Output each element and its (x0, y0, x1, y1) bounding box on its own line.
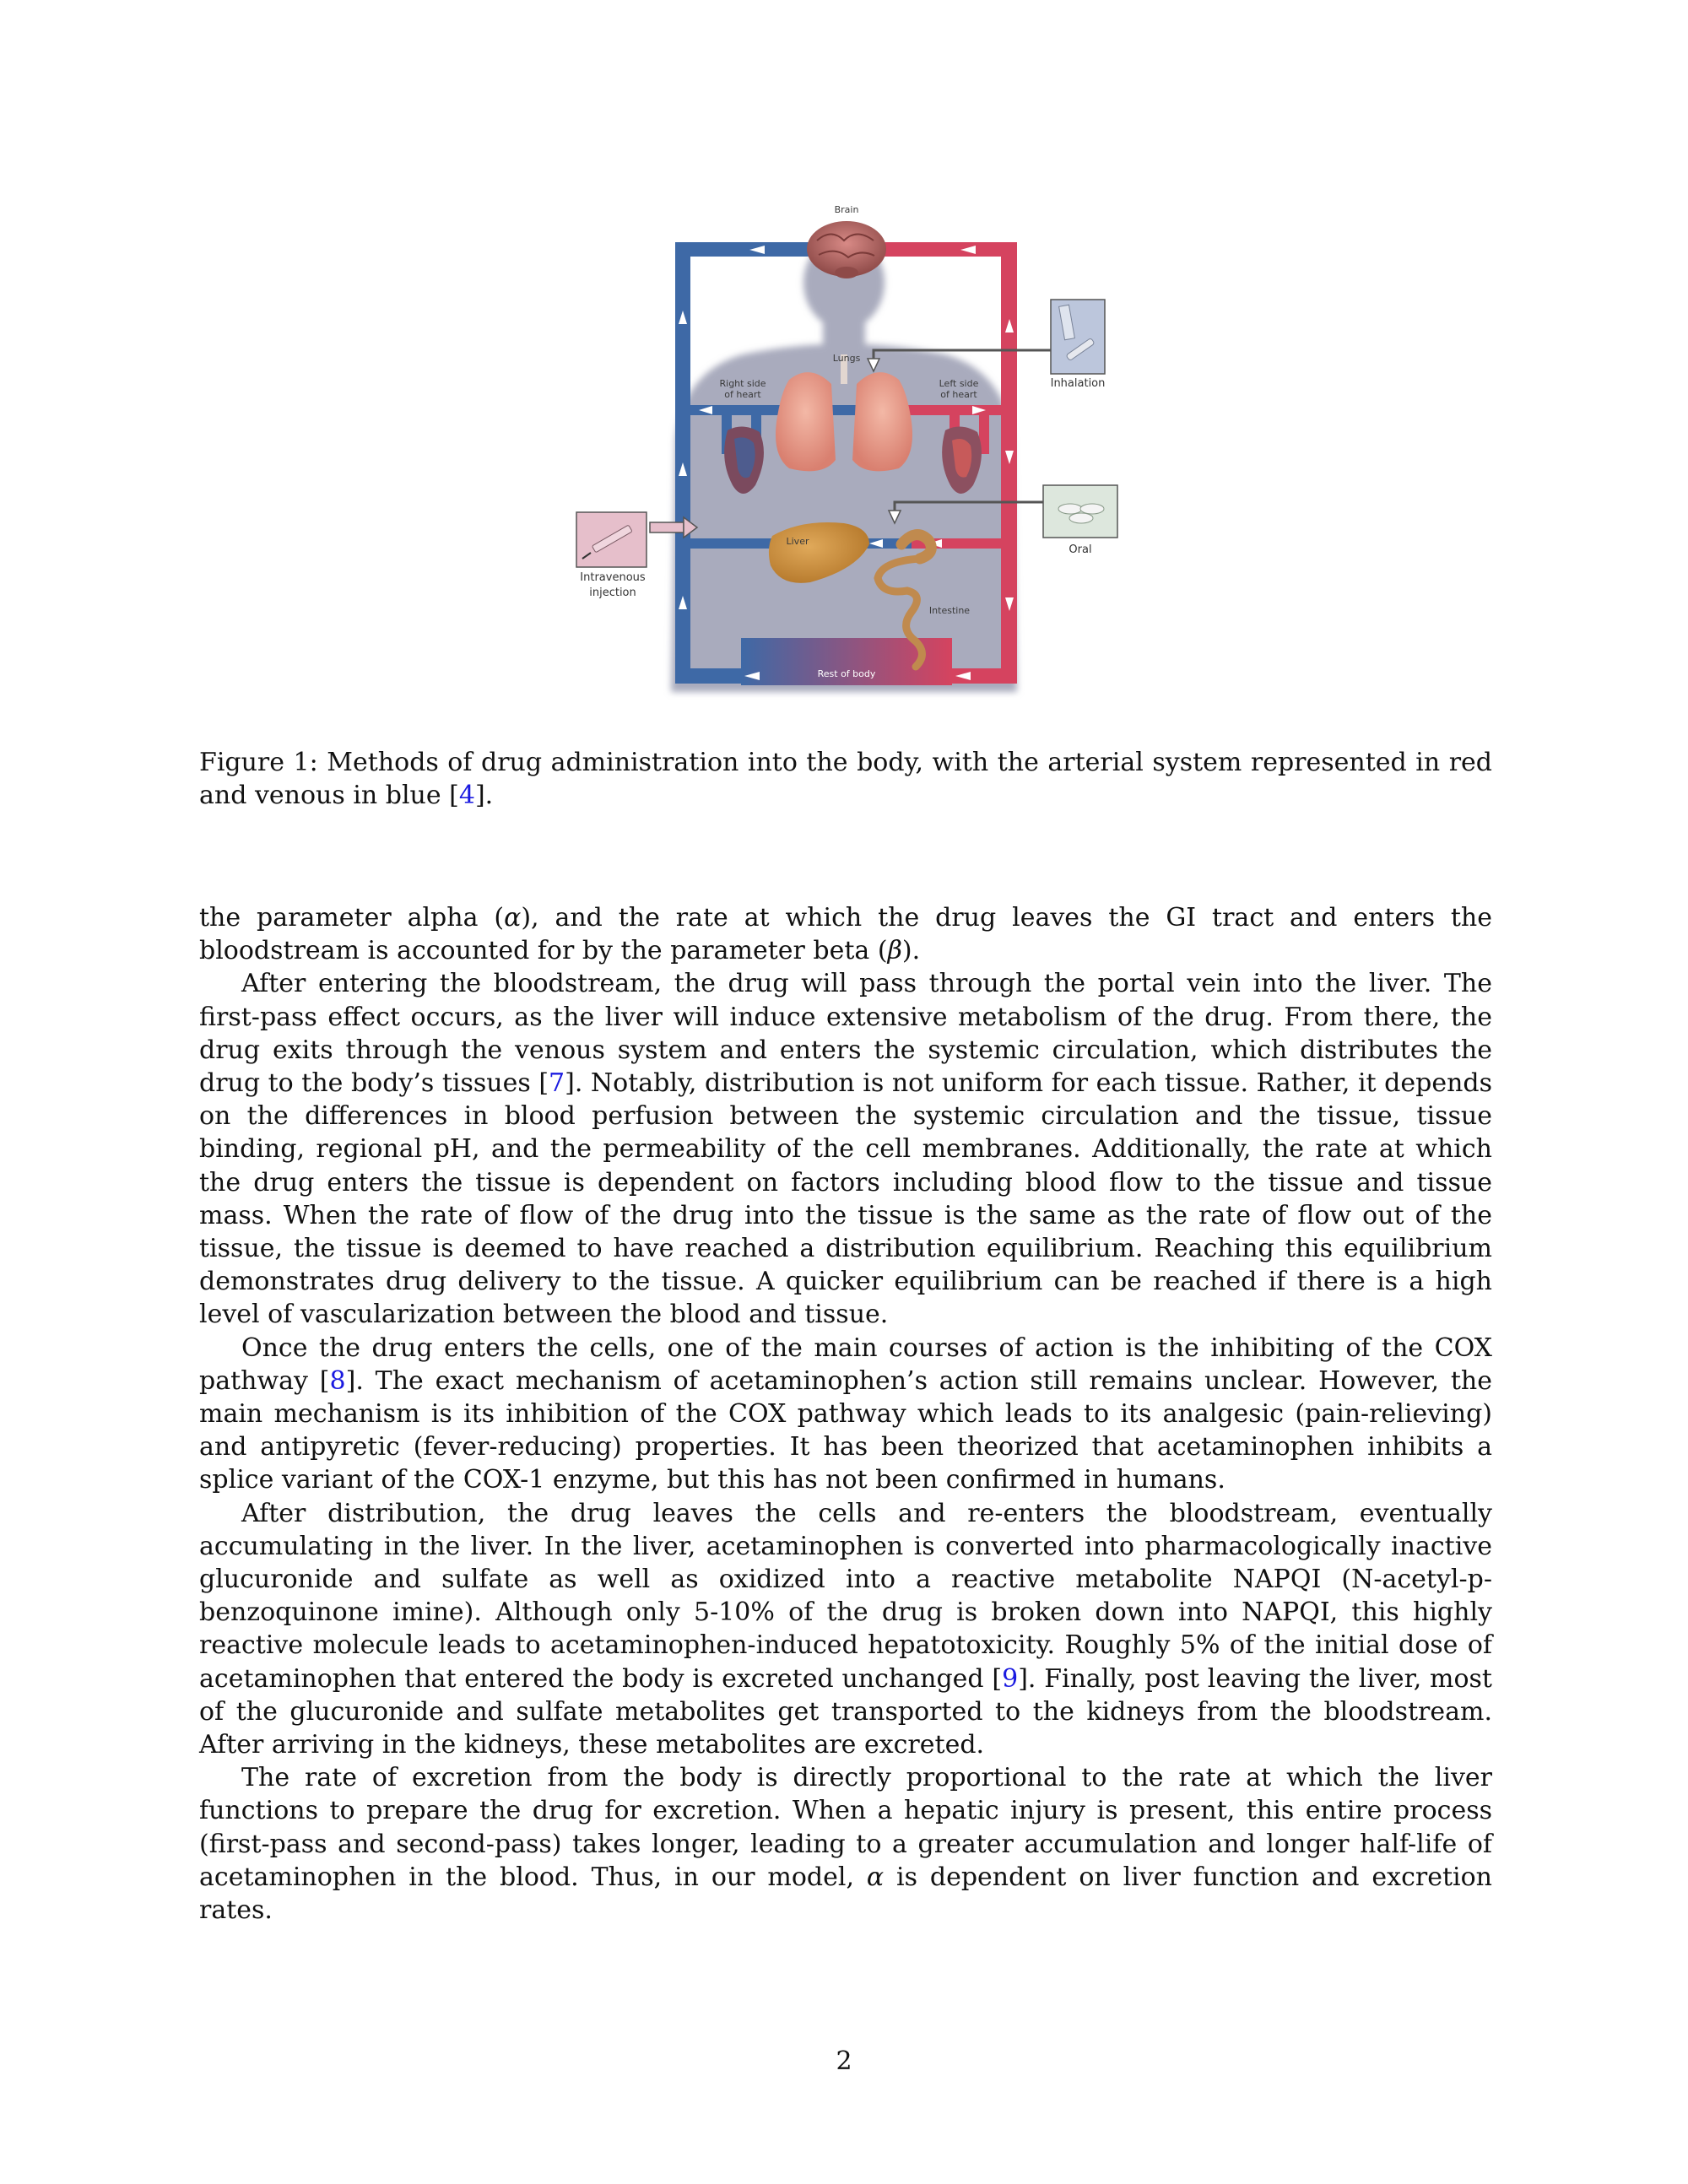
text-span: is dependent on liver function and excretion rates. (199, 1862, 1493, 1926)
text-span: After entering the bloodstream, the drug will pass through the portal vein into the liver. The first-pass effect occurs, as the liver will induce extensive metabolism of the drug. From there, the drug exits through the venous system and enters the systemic circulation, which distributes the drug to the body’s tissues [ (199, 969, 1492, 1099)
paragraph-3 (199, 1332, 1492, 1497)
body-text (199, 901, 1492, 1927)
paragraph-1 (199, 901, 1492, 967)
inhalation-box (1051, 300, 1105, 374)
citation-link[interactable]: 8 (329, 1365, 346, 1396)
left-heart-label-2: of heart (940, 389, 977, 400)
text-span: ). (901, 936, 921, 966)
text-span: ]. Finally, post leaving the liver, most of the glucuronide and sulfate metabolites get transported to the kidneys from the bloodstream. After arriving in the kidneys, these metabolites are excreted. (199, 1663, 1492, 1760)
caption-text: Methods of drug administration into the body, with the arterial system represented in red and venous in blue (199, 748, 1492, 810)
left-heart-label-1: Left side (939, 378, 979, 389)
lungs-label: Lungs (832, 353, 861, 364)
text-span: The rate of excretion from the body is directly proportional to the rate at which the liver functions to prepare the drug for excretion. When a hepatic injury is present, this entire process (first-pass and second-pass) takes longer, leading to a greater accumulation and longer half-life of acetaminophen in the blood. Thus, in our model, (199, 1763, 1492, 1892)
paragraph-5 (199, 1761, 1492, 1927)
alpha-symbol: α (866, 1862, 885, 1892)
inhalation-label: Inhalation (1050, 377, 1106, 390)
liver-label: Liver (786, 536, 809, 547)
figure-caption: Figure 1: Methods of drug administration into the body, with the arterial system represented in red and venous in blue [4]. (199, 748, 1492, 810)
paragraph-2 (199, 967, 1492, 1331)
paragraph-4 (199, 1497, 1492, 1762)
brain-label: Brain (834, 204, 859, 215)
iv-route-arrow (650, 522, 684, 532)
beta-symbol: β (887, 936, 902, 966)
citation-link[interactable]: 7 (549, 1068, 565, 1099)
caption-end: ]. (474, 781, 494, 810)
text-span: Once the drug enters the cells, one of the main courses of action is the inhibiting of the COX pathway [ (199, 1333, 1492, 1396)
citation-link[interactable]: 9 (1002, 1663, 1019, 1694)
right-heart-label-2: of heart (724, 389, 761, 400)
rest-of-body-label: Rest of body (817, 668, 876, 679)
oral-label: Oral (1069, 543, 1092, 556)
text-span: ]. The exact mechanism of acetaminophen’s action still remains unclear. However, the main mechanism is its inhibition of the COX pathway which leads to its analgesic (pain-relieving) and antipyretic (fever-reducing) properties. It has been theorized that acetaminophen inhibits a splice variant of the COX-1 enzyme, but this has not been confirmed in humans. (199, 1365, 1492, 1495)
text-span: After distribution, the drug leaves the cells and re-enters the bloodstream, eventually accumulating in the liver. In the liver, acetaminophen is converted into pharmacologically inactive glucuronide and sulfate as well as oxidized into a reactive metabolite NAPQI (N-acetyl-p-benzoquinone imine). Although only 5-10% of the drug is broken down into NAPQI, this highly reactive molecule leads to acetaminophen-induced hepatotoxicity. Roughly 5% of the initial dose of acetaminophen that entered the body is excreted unchanged [ (199, 1498, 1492, 1694)
right-heart-label-1: Right side (719, 378, 766, 389)
citation-link[interactable]: 4 (458, 781, 475, 810)
intestine-label: Intestine (928, 605, 971, 616)
text-span: ), and the rate at which the drug leaves the GI tract and enters the bloodstream is accounted for by the parameter beta ( (199, 903, 1492, 966)
iv-label-2: injection (589, 587, 636, 599)
text-span: ]. Notably, distribution is not uniform for each tissue. Rather, it depends on the differences in blood perfusion between the systemic circulation and the tissue, tissue binding, regional pH, and the permeability of the cell membranes. Additionally, the rate at which the drug enters the tissue is dependent on factors including blood flow to the tissue and tissue mass. When the rate of flow of the drug into the tissue is the same as the rate of flow out of the tissue, the tissue is deemed to have reached a distribution equilibrium. Reaching this equilibrium demonstrates drug delivery to the tissue. A quicker equilibrium can be reached if there is a high level of vascularization between the blood and tissue. (199, 1068, 1492, 1330)
caption-label: Figure 1: (199, 748, 318, 777)
text-span: the parameter alpha ( (199, 903, 505, 933)
page-number: 2 (836, 2046, 852, 2076)
drug-administration-figure (0, 0, 1688, 726)
iv-label-1: Intravenous (580, 571, 646, 584)
alpha-symbol: α (504, 903, 522, 933)
